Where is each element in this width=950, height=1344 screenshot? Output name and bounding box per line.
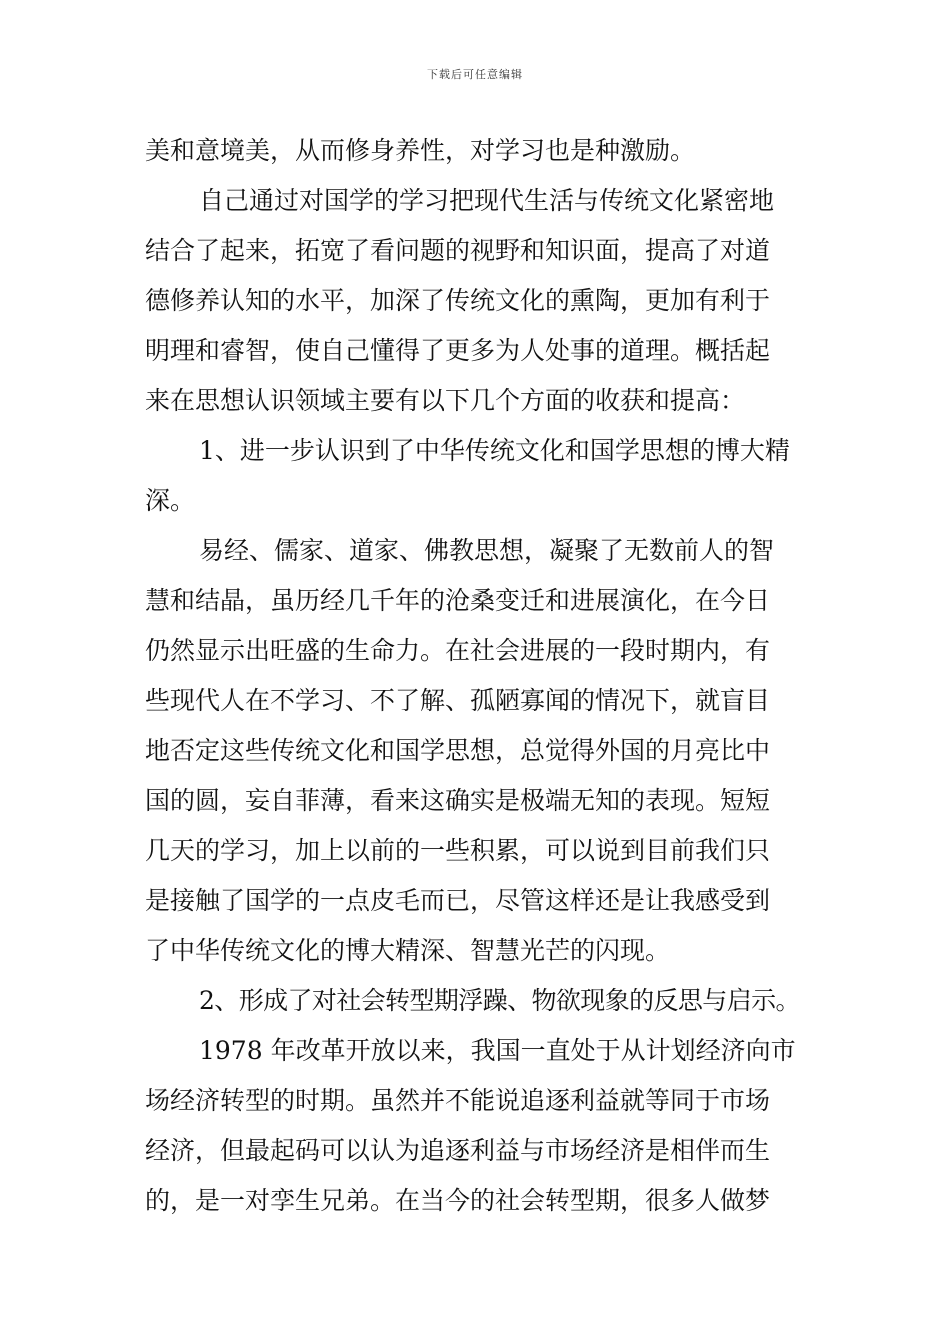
text-line: 易经、儒家、道家、佛教思想，凝聚了无数前人的智: [199, 536, 775, 565]
text-line: 慧和结晶，虽历经几千年的沧桑变迁和进展演化，在今日: [145, 586, 771, 615]
text-line: 些现代人在不学习、不了解、孤陋寡闻的情况下，就盲目: [145, 686, 771, 715]
text-line: 的，是一对孪生兄弟。在当今的社会转型期，很多人做梦: [145, 1186, 771, 1215]
text-line: 结合了起来，拓宽了看问题的视野和知识面，提高了对道: [145, 236, 771, 265]
text-line: 几天的学习，加上以前的一些积累，可以说到目前我们只: [145, 836, 771, 865]
text-line: 明理和睿智，使自己懂得了更多为人处事的道理。概括起: [145, 336, 771, 365]
page-header: 下载后可任意编辑: [427, 68, 523, 81]
text-line: 是接触了国学的一点皮毛而已，尽管这样还是让我感受到: [145, 886, 771, 915]
text-line: 2、形成了对社会转型期浮躁、物欲现象的反思与启示。: [199, 986, 800, 1015]
text-line: 美和意境美，从而修身养性，对学习也是种激励。: [145, 136, 696, 165]
text-line: 自己通过对国学的学习把现代生活与传统文化紧密地: [199, 186, 775, 215]
text-line: 地否定这些传统文化和国学思想，总觉得外国的月亮比中: [145, 736, 771, 765]
text-line: 1、进一步认识到了中华传统文化和国学思想的博大精: [199, 436, 790, 465]
text-line: 德修养认知的水平，加深了传统文化的熏陶，更加有利于: [145, 286, 771, 315]
text-line: 场经济转型的时期。虽然并不能说追逐利益就等同于市场: [145, 1086, 771, 1115]
text-line: 深。: [145, 486, 196, 515]
text-line: 了中华传统文化的博大精深、智慧光芒的闪现。: [145, 936, 671, 965]
text-line: 国的圆，妄自菲薄，看来这确实是极端无知的表现。短短: [145, 786, 771, 815]
text-line: 1978 年改革开放以来，我国一直处于从计划经济向市: [199, 1036, 796, 1065]
document-body: [145, 126, 805, 1226]
text-line: 来在思想认识领域主要有以下几个方面的收获和提高：: [145, 386, 746, 415]
text-line: 经济，但最起码可以认为追逐利益与市场经济是相伴而生: [145, 1136, 771, 1165]
text-line: 仍然显示出旺盛的生命力。在社会进展的一段时期内，有: [145, 636, 771, 665]
